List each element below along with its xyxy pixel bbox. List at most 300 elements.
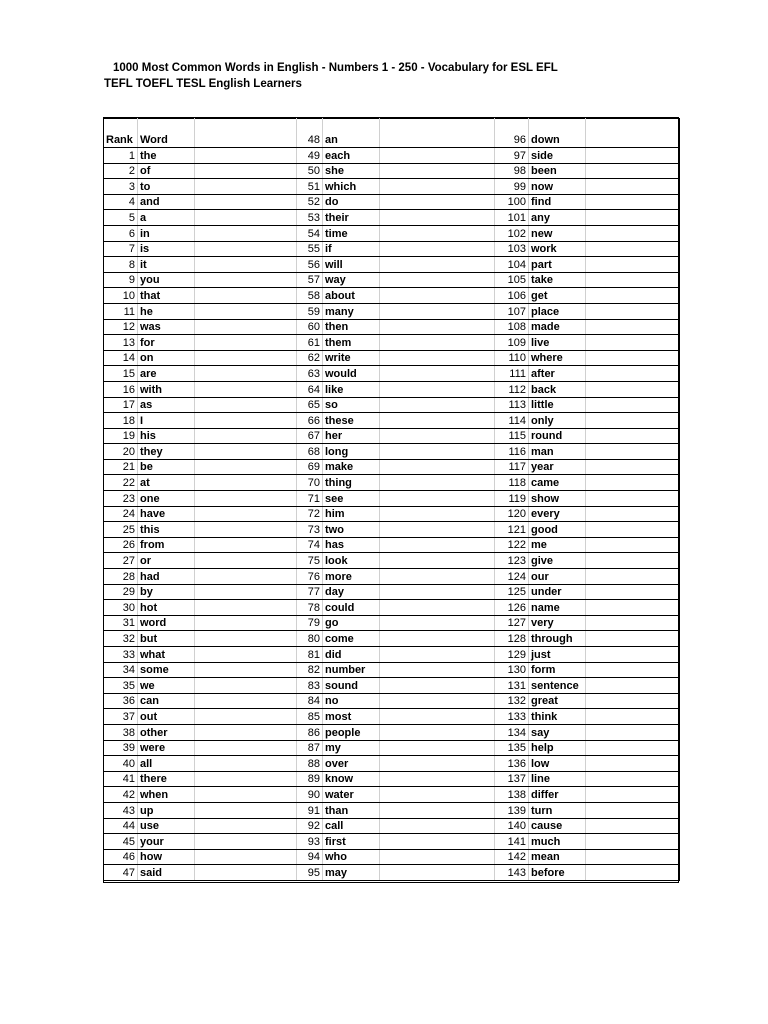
rank-cell: 116	[495, 444, 529, 460]
rank-cell: 113	[495, 397, 529, 413]
word-cell: very	[529, 615, 586, 631]
blank-cell	[586, 615, 680, 631]
rank-cell: 119	[495, 491, 529, 507]
blank-cell	[195, 631, 297, 647]
word-cell: most	[323, 709, 380, 725]
rank-cell: 13	[104, 335, 138, 351]
blank-cell	[195, 366, 297, 382]
word-cell: your	[138, 834, 195, 850]
rank-cell: 110	[495, 350, 529, 366]
blank-cell	[380, 662, 495, 678]
word-cell: sentence	[529, 678, 586, 694]
word-cell: could	[323, 600, 380, 616]
word-cell: the	[138, 148, 195, 164]
table-row	[104, 241, 680, 257]
rank-cell: 112	[495, 381, 529, 397]
table-row	[104, 319, 680, 335]
blank-cell	[380, 584, 495, 600]
rank-cell: 21	[104, 459, 138, 475]
blank-cell	[380, 163, 495, 179]
blank-cell	[380, 119, 495, 148]
blank-cell	[195, 615, 297, 631]
blank-cell	[586, 647, 680, 663]
table-row	[104, 865, 680, 881]
word-cell: think	[529, 709, 586, 725]
word-cell: more	[323, 569, 380, 585]
blank-cell	[380, 444, 495, 460]
rank-cell: 9	[104, 272, 138, 288]
blank-cell	[586, 319, 680, 335]
word-cell: down	[529, 119, 586, 148]
rank-cell: 10	[104, 288, 138, 304]
blank-cell	[380, 303, 495, 319]
rank-cell: 90	[297, 787, 323, 803]
word-cell: out	[138, 709, 195, 725]
word-cell: work	[529, 241, 586, 257]
word-cell: each	[323, 148, 380, 164]
blank-cell	[195, 537, 297, 553]
word-cell: like	[323, 381, 380, 397]
rank-cell: 27	[104, 553, 138, 569]
word-cell: you	[138, 272, 195, 288]
blank-cell	[195, 740, 297, 756]
rank-cell: 72	[297, 506, 323, 522]
word-cell: on	[138, 350, 195, 366]
table-row	[104, 787, 680, 803]
word-cell: say	[529, 724, 586, 740]
table-row	[104, 179, 680, 195]
blank-cell	[380, 225, 495, 241]
rank-cell: 64	[297, 381, 323, 397]
blank-cell	[586, 740, 680, 756]
word-cell: part	[529, 257, 586, 273]
rank-cell: 141	[495, 834, 529, 850]
blank-cell	[586, 818, 680, 834]
word-cell: way	[323, 272, 380, 288]
word-cell: hot	[138, 600, 195, 616]
rank-cell: 84	[297, 693, 323, 709]
word-cell: go	[323, 615, 380, 631]
word-cell: was	[138, 319, 195, 335]
blank-cell	[195, 506, 297, 522]
table-row	[104, 444, 680, 460]
rank-cell: 8	[104, 257, 138, 273]
blank-cell	[586, 397, 680, 413]
word-cell: up	[138, 802, 195, 818]
blank-cell	[195, 849, 297, 865]
document-title	[104, 60, 704, 92]
word-cell: look	[323, 553, 380, 569]
word-cell: has	[323, 537, 380, 553]
rank-cell: 114	[495, 413, 529, 429]
blank-cell	[380, 210, 495, 226]
word-cell: or	[138, 553, 195, 569]
rank-cell: 75	[297, 553, 323, 569]
word-cell: call	[323, 818, 380, 834]
rank-cell: 137	[495, 771, 529, 787]
word-cell: word	[138, 615, 195, 631]
rank-cell: 67	[297, 428, 323, 444]
rank-cell: 106	[495, 288, 529, 304]
blank-cell	[195, 148, 297, 164]
blank-cell	[195, 397, 297, 413]
rank-cell: 32	[104, 631, 138, 647]
word-cell: to	[138, 179, 195, 195]
rank-cell: 45	[104, 834, 138, 850]
blank-cell	[195, 553, 297, 569]
word-cell: year	[529, 459, 586, 475]
table-row	[104, 569, 680, 585]
table-row	[104, 428, 680, 444]
rank-cell: 46	[104, 849, 138, 865]
rank-cell: 142	[495, 849, 529, 865]
rank-cell: 51	[297, 179, 323, 195]
word-cell: side	[529, 148, 586, 164]
blank-cell	[195, 288, 297, 304]
blank-cell	[380, 678, 495, 694]
table-row	[104, 335, 680, 351]
rank-cell: 92	[297, 818, 323, 834]
blank-cell	[380, 288, 495, 304]
word-cell: them	[323, 335, 380, 351]
table-row	[104, 553, 680, 569]
blank-cell	[380, 771, 495, 787]
rank-cell: 14	[104, 350, 138, 366]
blank-cell	[195, 428, 297, 444]
blank-cell	[380, 553, 495, 569]
rank-cell: 135	[495, 740, 529, 756]
rank-cell: 31	[104, 615, 138, 631]
blank-cell	[195, 475, 297, 491]
blank-cell	[195, 413, 297, 429]
table-row	[104, 693, 680, 709]
word-cell: time	[323, 225, 380, 241]
blank-cell	[586, 194, 680, 210]
blank-cell	[380, 849, 495, 865]
word-cell: differ	[529, 787, 586, 803]
blank-cell	[380, 257, 495, 273]
blank-cell	[195, 350, 297, 366]
word-cell: just	[529, 647, 586, 663]
blank-cell	[586, 491, 680, 507]
rank-cell: 43	[104, 802, 138, 818]
word-cell: would	[323, 366, 380, 382]
blank-cell	[586, 475, 680, 491]
word-cell: I	[138, 413, 195, 429]
rank-cell: 6	[104, 225, 138, 241]
blank-cell	[380, 428, 495, 444]
rank-cell: 82	[297, 662, 323, 678]
blank-cell	[380, 724, 495, 740]
word-cell: every	[529, 506, 586, 522]
rank-cell: 76	[297, 569, 323, 585]
word-cell: live	[529, 335, 586, 351]
word-cell: little	[529, 397, 586, 413]
blank-cell	[586, 834, 680, 850]
word-cell: than	[323, 802, 380, 818]
blank-cell	[380, 865, 495, 881]
blank-cell	[586, 584, 680, 600]
word-cell: can	[138, 693, 195, 709]
blank-cell	[380, 647, 495, 663]
word-cell: some	[138, 662, 195, 678]
rank-cell: 138	[495, 787, 529, 803]
word-cell: day	[323, 584, 380, 600]
rank-cell: 86	[297, 724, 323, 740]
rank-cell: 39	[104, 740, 138, 756]
rank-cell: 103	[495, 241, 529, 257]
blank-cell	[586, 537, 680, 553]
blank-cell	[586, 303, 680, 319]
blank-cell	[586, 600, 680, 616]
rank-cell: 78	[297, 600, 323, 616]
word-cell: that	[138, 288, 195, 304]
blank-cell	[586, 506, 680, 522]
rank-cell: 127	[495, 615, 529, 631]
rank-cell: 60	[297, 319, 323, 335]
rank-cell: 77	[297, 584, 323, 600]
word-cell: under	[529, 584, 586, 600]
rank-cell: 11	[104, 303, 138, 319]
blank-cell	[586, 428, 680, 444]
blank-cell	[586, 787, 680, 803]
rank-cell: 122	[495, 537, 529, 553]
blank-cell	[586, 756, 680, 772]
blank-cell	[195, 459, 297, 475]
word-cell: much	[529, 834, 586, 850]
blank-cell	[380, 834, 495, 850]
blank-cell	[380, 475, 495, 491]
blank-cell	[586, 413, 680, 429]
blank-cell	[195, 225, 297, 241]
blank-cell	[380, 335, 495, 351]
blank-cell	[586, 444, 680, 460]
table-row	[104, 771, 680, 787]
rank-cell: 129	[495, 647, 529, 663]
word-cell: be	[138, 459, 195, 475]
word-cell: me	[529, 537, 586, 553]
blank-cell	[586, 709, 680, 725]
word-cell: show	[529, 491, 586, 507]
word-cell: other	[138, 724, 195, 740]
blank-cell	[380, 818, 495, 834]
rank-cell: 12	[104, 319, 138, 335]
word-cell: get	[529, 288, 586, 304]
word-cell: his	[138, 428, 195, 444]
word-cell: over	[323, 756, 380, 772]
table-row	[104, 537, 680, 553]
table-row	[104, 381, 680, 397]
word-cell: round	[529, 428, 586, 444]
word-cell: an	[323, 119, 380, 148]
word-cell: after	[529, 366, 586, 382]
blank-cell	[586, 459, 680, 475]
rank-cell: 130	[495, 662, 529, 678]
table-row	[104, 709, 680, 725]
word-cell: of	[138, 163, 195, 179]
blank-cell	[195, 865, 297, 881]
blank-cell	[195, 319, 297, 335]
word-cell: these	[323, 413, 380, 429]
rank-cell: 55	[297, 241, 323, 257]
word-cell: we	[138, 678, 195, 694]
word-cell: were	[138, 740, 195, 756]
blank-cell	[586, 724, 680, 740]
rank-cell: 68	[297, 444, 323, 460]
table-row	[104, 818, 680, 834]
word-cell: form	[529, 662, 586, 678]
rank-cell: 132	[495, 693, 529, 709]
table-row	[104, 724, 680, 740]
rank-cell: 65	[297, 397, 323, 413]
word-cell: turn	[529, 802, 586, 818]
blank-cell	[195, 647, 297, 663]
rank-cell: 117	[495, 459, 529, 475]
word-cell: cause	[529, 818, 586, 834]
rank-cell: 54	[297, 225, 323, 241]
table-row	[104, 740, 680, 756]
word-cell: had	[138, 569, 195, 585]
rank-cell: 69	[297, 459, 323, 475]
rank-cell: 23	[104, 491, 138, 507]
word-cell: low	[529, 756, 586, 772]
word-cell: in	[138, 225, 195, 241]
table-row	[104, 584, 680, 600]
word-cell: back	[529, 381, 586, 397]
word-cell: place	[529, 303, 586, 319]
word-cell: many	[323, 303, 380, 319]
word-cell: make	[323, 459, 380, 475]
rank-cell: 19	[104, 428, 138, 444]
blank-cell	[380, 413, 495, 429]
table-row	[104, 210, 680, 226]
blank-cell	[195, 787, 297, 803]
rank-cell: 104	[495, 257, 529, 273]
rank-cell: 1	[104, 148, 138, 164]
word-cell: it	[138, 257, 195, 273]
table-row	[104, 506, 680, 522]
rank-cell: 48	[297, 119, 323, 148]
rank-cell: 2	[104, 163, 138, 179]
word-cell: first	[323, 834, 380, 850]
table-row	[104, 631, 680, 647]
blank-cell	[586, 179, 680, 195]
table-row	[104, 397, 680, 413]
rank-cell: 7	[104, 241, 138, 257]
word-cell: as	[138, 397, 195, 413]
blank-cell	[380, 179, 495, 195]
blank-cell	[195, 194, 297, 210]
word-cell: give	[529, 553, 586, 569]
blank-cell	[195, 491, 297, 507]
blank-cell	[586, 163, 680, 179]
blank-cell	[586, 693, 680, 709]
word-cell: by	[138, 584, 195, 600]
blank-cell	[380, 756, 495, 772]
rank-cell: 120	[495, 506, 529, 522]
title-line-1: 1000 Most Common Words in English - Numbers 1 - 250 - Vocabulary for ESL EFL	[113, 62, 558, 74]
table-row	[104, 662, 680, 678]
word-cell: which	[323, 179, 380, 195]
rank-cell: 53	[297, 210, 323, 226]
word-cell: who	[323, 849, 380, 865]
blank-cell	[195, 802, 297, 818]
blank-cell	[380, 537, 495, 553]
blank-cell	[195, 381, 297, 397]
word-rank-table	[103, 118, 680, 881]
table-row	[104, 522, 680, 538]
word-cell: what	[138, 647, 195, 663]
blank-cell	[195, 335, 297, 351]
table-row	[104, 849, 680, 865]
blank-cell	[380, 740, 495, 756]
word-cell: through	[529, 631, 586, 647]
word-cell: he	[138, 303, 195, 319]
blank-cell	[380, 272, 495, 288]
rank-cell: 94	[297, 849, 323, 865]
word-cell: good	[529, 522, 586, 538]
table-row	[104, 647, 680, 663]
blank-cell	[195, 771, 297, 787]
rank-cell: 93	[297, 834, 323, 850]
word-cell: one	[138, 491, 195, 507]
rank-cell: 59	[297, 303, 323, 319]
blank-cell	[586, 272, 680, 288]
rank-cell: 88	[297, 756, 323, 772]
rank-cell: 42	[104, 787, 138, 803]
rank-cell: 38	[104, 724, 138, 740]
rank-cell: 74	[297, 537, 323, 553]
blank-cell	[195, 163, 297, 179]
blank-cell	[586, 662, 680, 678]
rank-cell: 95	[297, 865, 323, 881]
blank-cell	[380, 366, 495, 382]
word-cell: no	[323, 693, 380, 709]
word-header: Word	[138, 119, 195, 148]
rank-cell: 73	[297, 522, 323, 538]
word-cell: she	[323, 163, 380, 179]
rank-cell: 108	[495, 319, 529, 335]
word-cell: at	[138, 475, 195, 491]
table-row	[104, 491, 680, 507]
rank-header: Rank	[104, 119, 138, 148]
rank-cell: 16	[104, 381, 138, 397]
word-cell: new	[529, 225, 586, 241]
rank-cell: 57	[297, 272, 323, 288]
rank-cell: 100	[495, 194, 529, 210]
rank-cell: 71	[297, 491, 323, 507]
table-row	[104, 257, 680, 273]
blank-cell	[195, 569, 297, 585]
rank-cell: 125	[495, 584, 529, 600]
table-row	[104, 288, 680, 304]
rank-cell: 40	[104, 756, 138, 772]
blank-cell	[195, 709, 297, 725]
word-cell: him	[323, 506, 380, 522]
word-cell: her	[323, 428, 380, 444]
word-cell: from	[138, 537, 195, 553]
word-cell: mean	[529, 849, 586, 865]
blank-cell	[586, 225, 680, 241]
rank-cell: 139	[495, 802, 529, 818]
rank-cell: 124	[495, 569, 529, 585]
rank-cell: 22	[104, 475, 138, 491]
rank-cell: 4	[104, 194, 138, 210]
word-cell: a	[138, 210, 195, 226]
rank-cell: 102	[495, 225, 529, 241]
word-cell: all	[138, 756, 195, 772]
rank-cell: 36	[104, 693, 138, 709]
